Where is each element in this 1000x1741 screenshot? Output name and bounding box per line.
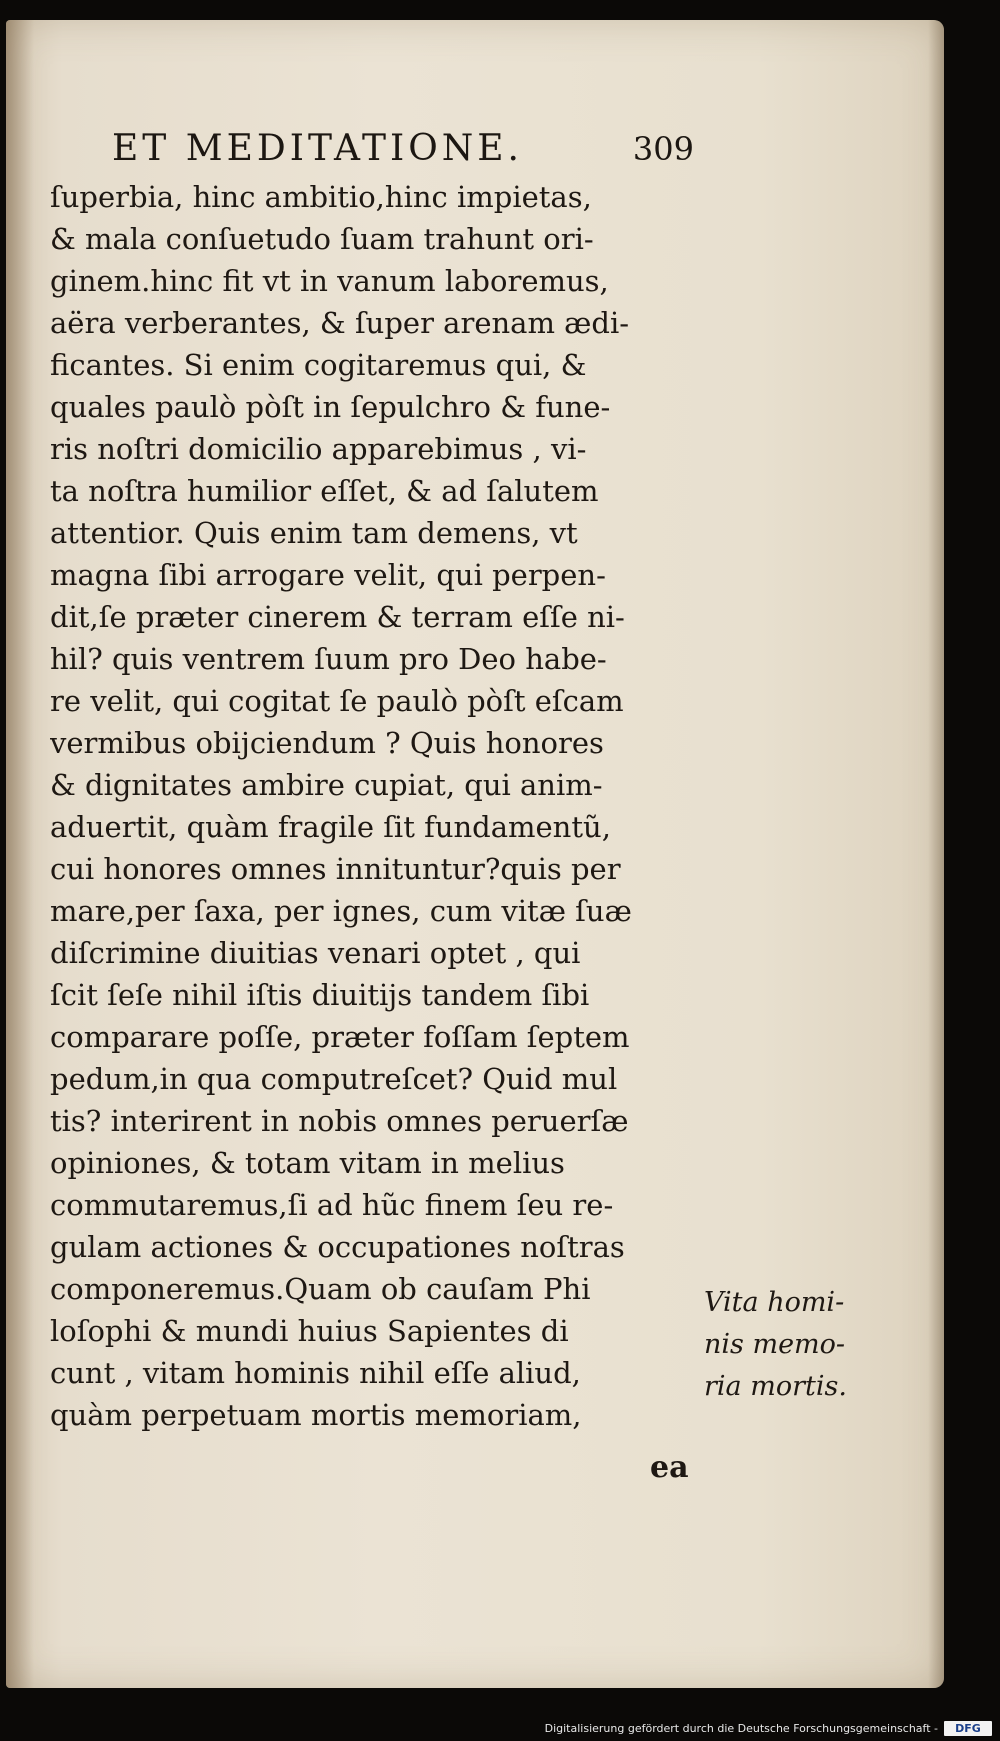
page-edge-shadow: [928, 20, 944, 1688]
text-line: magna ſibi arrogare velit, qui perpen-: [50, 558, 606, 592]
text-line: hil? quis ventrem ſuum pro Deo habe-: [50, 642, 607, 676]
text-line: aëra verberantes, & ſuper arenam ædi-: [50, 306, 630, 340]
text-line: re velit, qui cogitat ſe paulò pòſt eſcam: [50, 684, 624, 718]
text-line: componeremus.Quam ob cauſam Phi: [50, 1272, 591, 1306]
text-line: aduertit, quàm fragile ſit fundamentũ,: [50, 810, 611, 844]
text-line: comparare poſſe, præter foſſam ſeptem: [50, 1020, 630, 1054]
text-line: ſuperbia, hinc ambitio,hinc impietas,: [50, 180, 592, 214]
text-line: ris noſtri domicilio apparebimus , vi-: [50, 432, 587, 466]
text-line: ſcit ſeſe nihil iſtis diuitijs tandem ſibi: [50, 978, 590, 1012]
text-line: pedum,in qua computreſcet? Quid mul: [50, 1062, 618, 1096]
running-head: [112, 128, 694, 176]
marginal-note-line: ria mortis.: [704, 1371, 847, 1402]
spine-shadow: [6, 20, 34, 1688]
text-line: ginem.hinc fit vt in vanum laboremus,: [50, 264, 609, 298]
running-title: ET MEDITATIONE.: [112, 128, 523, 169]
text-line: cunt , vitam hominis nihil eſſe aliud,: [50, 1356, 581, 1390]
text-line: & dignitates ambire cupiat, qui anim-: [50, 768, 603, 802]
page-number: 309: [632, 130, 694, 168]
text-line: tis? interirent in nobis omnes peruerſæ: [50, 1104, 629, 1138]
body-text: [50, 176, 690, 1436]
marginal-note-line: nis memo-: [704, 1329, 846, 1360]
text-line: opiniones, & totam vitam in melius: [50, 1146, 565, 1180]
text-line: ficantes. Si enim cogitaremus qui, &: [50, 348, 587, 382]
text-line: cui honores omnes innituntur?quis per: [50, 852, 621, 886]
dfg-logo: DFG: [944, 1721, 992, 1736]
text-line: vermibus obijciendum ? Quis honores: [50, 726, 604, 760]
text-line: ta noſtra humilior eſſet, & ad ſalutem: [50, 474, 599, 508]
book-page: [6, 20, 944, 1688]
text-line: quales paulò pòſt in ſepulchro & fune-: [50, 390, 611, 424]
text-line: diſcrimine diuitias venari optet , qui: [50, 936, 581, 970]
text-line: gulam actiones & occupationes noſtras: [50, 1230, 625, 1264]
marginal-note-line: Vita homi-: [704, 1287, 845, 1318]
marginal-note: [704, 1282, 884, 1408]
text-line: & mala conſuetudo ſuam trahunt ori-: [50, 222, 594, 256]
catchword: ea: [650, 1450, 689, 1485]
text-line: loſophi & mundi huius Sapientes di: [50, 1314, 569, 1348]
text-line: attentior. Quis enim tam demens, vt: [50, 516, 578, 550]
text-line: mare,per ſaxa, per ignes, cum vitæ ſuæ: [50, 894, 632, 928]
text-line: commutaremus,ſi ad hũc finem ſeu re-: [50, 1188, 614, 1222]
digitization-credit: Digitalisierung gefördert durch die Deutsche Forschungsgemeinschaft -: [544, 1722, 938, 1735]
text-line: dit,ſe præter cinerem & terram eſſe ni-: [50, 600, 625, 634]
text-line: quàm perpetuam mortis memoriam,: [50, 1398, 582, 1432]
